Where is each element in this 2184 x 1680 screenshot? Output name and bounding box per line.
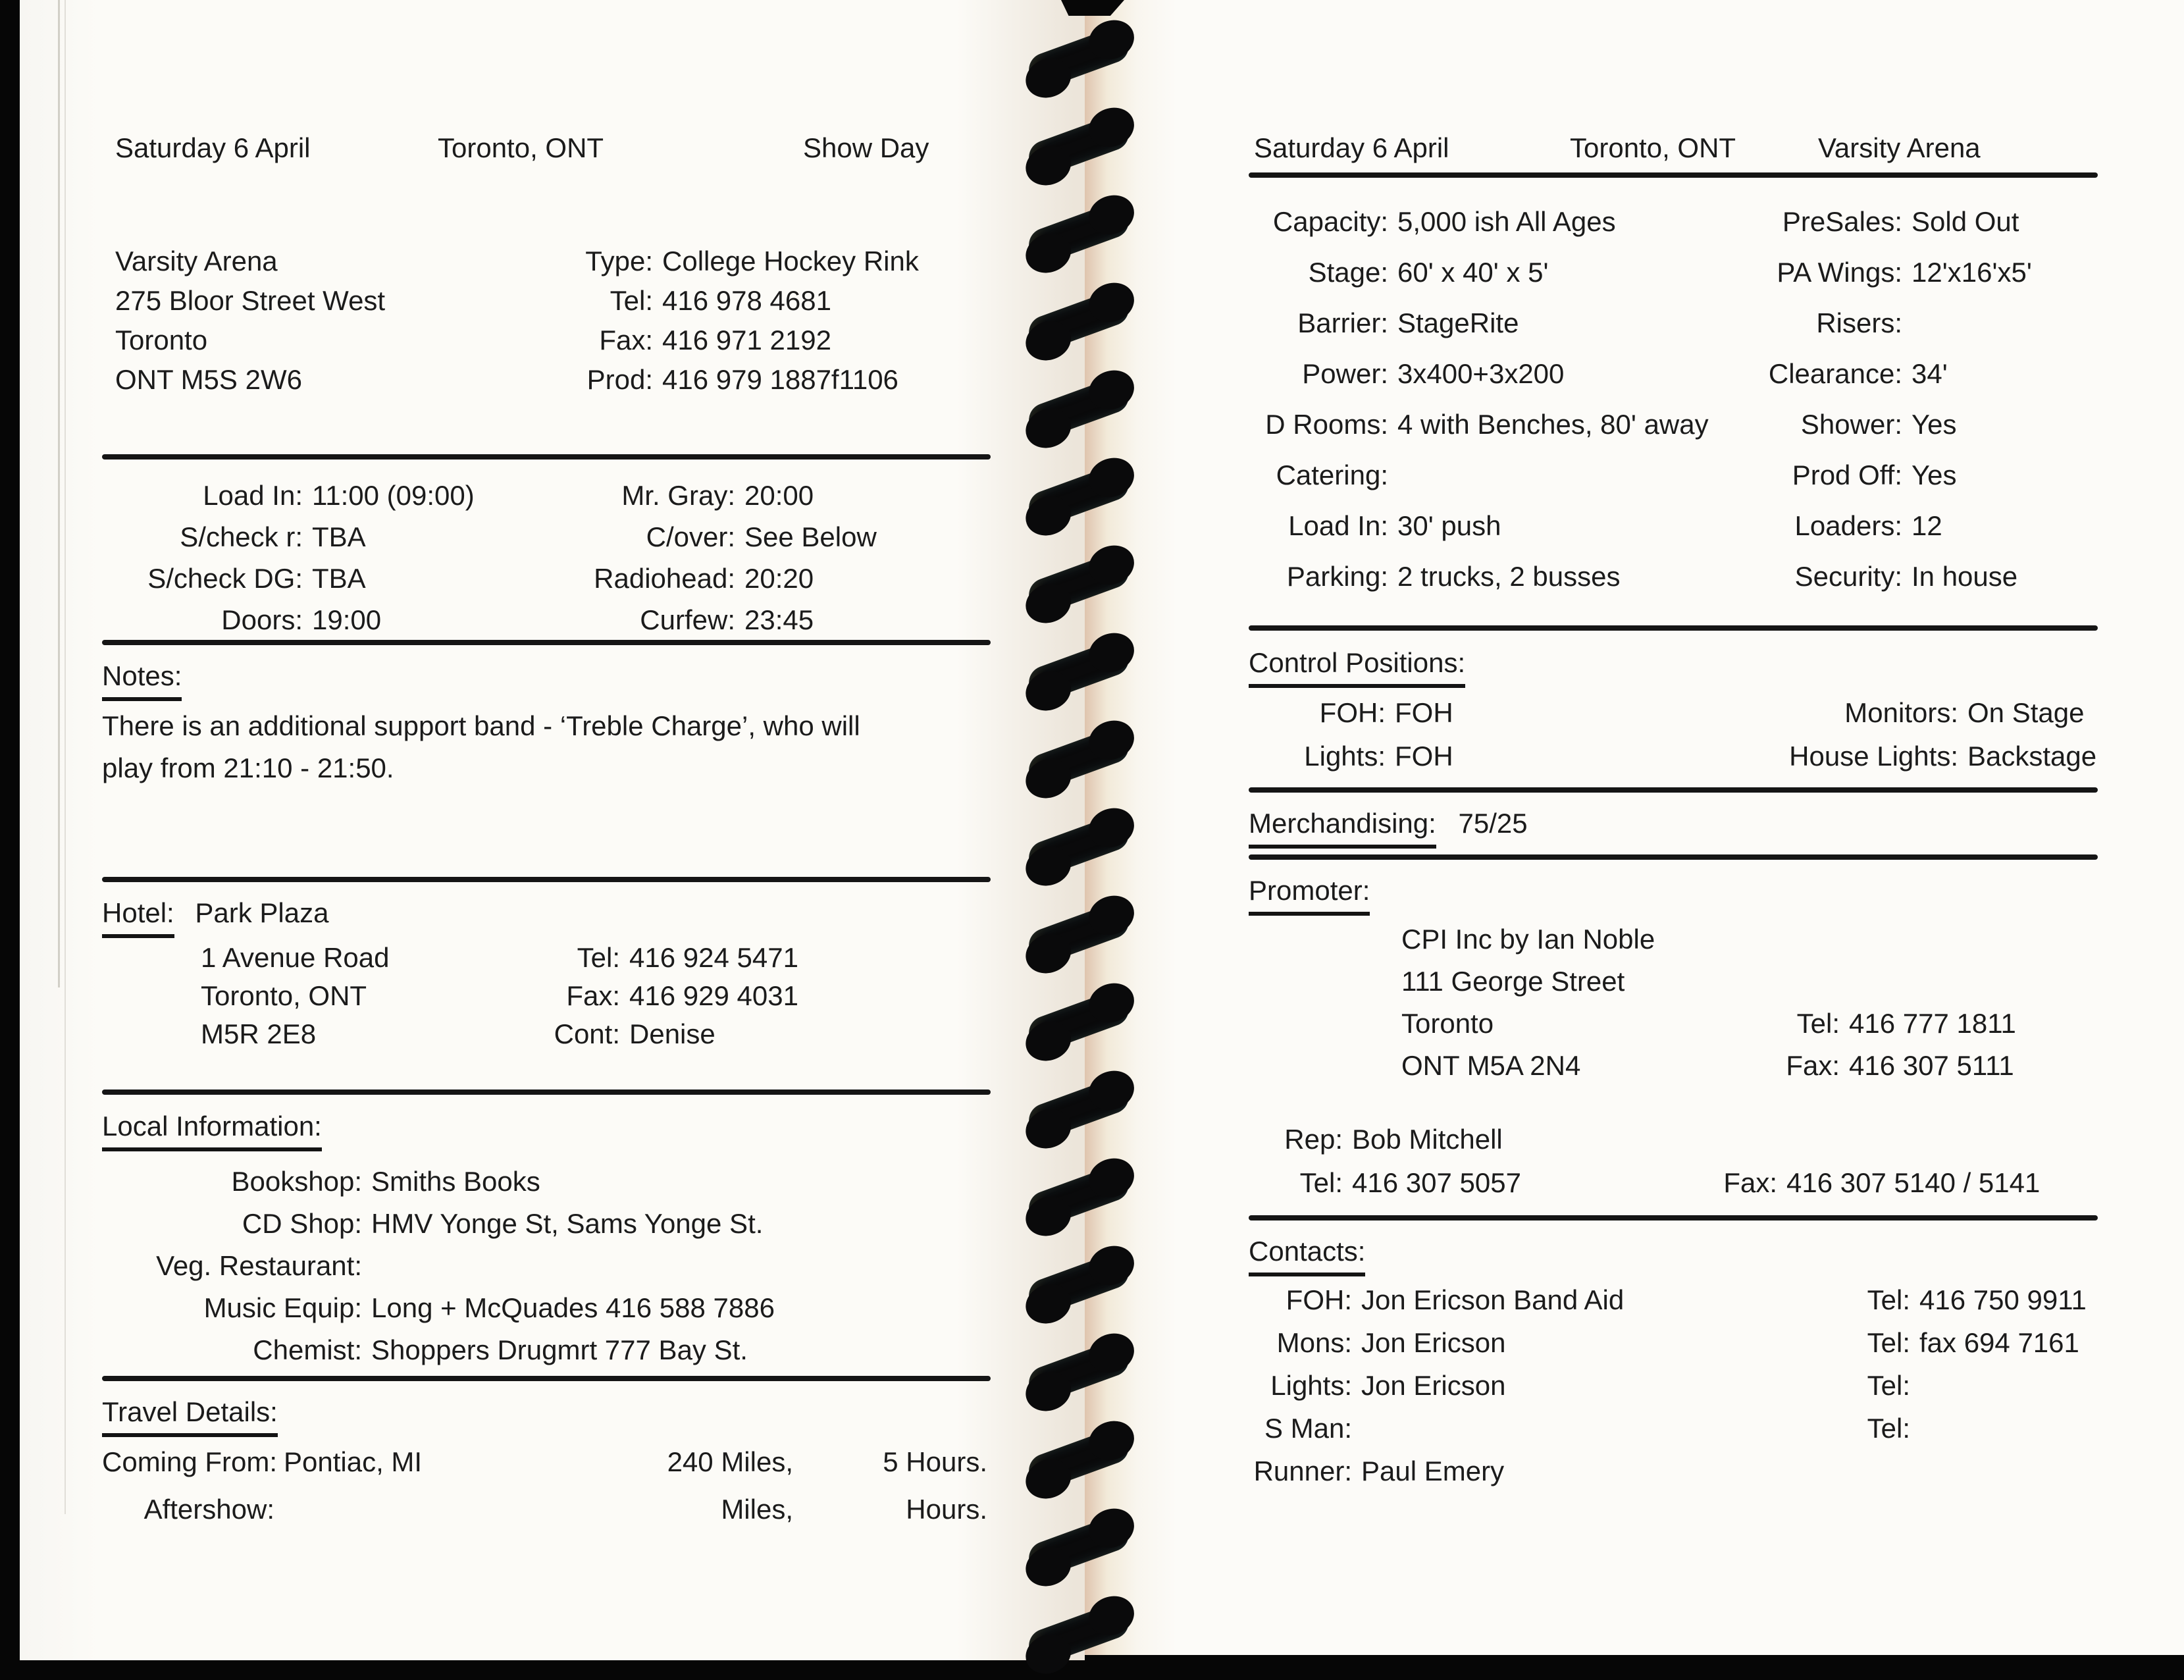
- field-value: Long + McQuades 416 588 7886: [371, 1292, 775, 1323]
- spec-left: [1249, 560, 1620, 593]
- field-value: 30' push: [1397, 510, 1501, 541]
- venue-address-line: Toronto: [115, 325, 208, 355]
- spec-row: [1249, 408, 2184, 459]
- divider: [102, 1376, 991, 1381]
- binding-coil: [1024, 462, 1133, 530]
- field-value: 416 971 2192: [662, 325, 831, 355]
- contacts-rows: [1249, 1284, 2184, 1498]
- spec-left: [1249, 256, 1549, 289]
- field-value: Jon Ericson: [1361, 1370, 1506, 1401]
- field-label: Fax:: [599, 325, 653, 355]
- field-value: 4 with Benches, 80' away: [1397, 409, 1709, 440]
- promoter-block: [1249, 923, 2184, 1091]
- local-info-row: [102, 1292, 775, 1334]
- contact-tel: [1808, 1369, 1919, 1402]
- local-info-row: [102, 1165, 775, 1207]
- field-value: 5,000 ish All Ages: [1397, 206, 1616, 237]
- spec-row: [1249, 357, 2184, 408]
- schedule-right-column: [530, 479, 877, 645]
- field-value: 34': [1911, 358, 1948, 389]
- binding-coil: [1024, 637, 1133, 705]
- control-left: [1249, 740, 1453, 773]
- field-label: Lights:: [1270, 1370, 1352, 1401]
- field-value: Smiths Books: [371, 1166, 540, 1197]
- field-label: Music Equip:: [203, 1292, 362, 1323]
- promoter-row: [1249, 1007, 2184, 1049]
- contact-row: [1249, 1326, 2184, 1369]
- spec-right: [1670, 307, 1911, 340]
- field-label: S Man:: [1264, 1413, 1352, 1444]
- local-info-row: [102, 1334, 775, 1376]
- left-header-city: Toronto, ONT: [438, 132, 604, 163]
- spec-right: [1670, 510, 1942, 542]
- divider: [1249, 625, 2098, 631]
- spec-row: [1249, 307, 2184, 357]
- spec-row: [1249, 510, 2184, 560]
- notes-text-line: play from 21:10 - 21:50.: [102, 752, 394, 783]
- field-value: 2 trucks, 2 busses: [1397, 561, 1621, 592]
- field-label: Lights:: [1304, 741, 1386, 772]
- field-label: Bookshop:: [231, 1166, 362, 1197]
- spec-left: [1249, 510, 1501, 542]
- contact-person: [1249, 1369, 1505, 1402]
- promoter-line: Toronto: [1401, 1008, 1494, 1039]
- binding-coil: [1024, 725, 1133, 793]
- hotel-heading: Hotel:: [102, 897, 174, 938]
- field-value: 20:00: [744, 480, 814, 511]
- field-value: 416 750 9911: [1919, 1284, 2087, 1315]
- merchandising-split: 75/25: [1458, 808, 1528, 839]
- contacts-section: [1249, 1235, 1365, 1276]
- right-header-city: Toronto, ONT: [1570, 132, 1736, 163]
- field-label: D Rooms:: [1265, 409, 1388, 440]
- field-label: Risers:: [1816, 307, 1902, 338]
- field-label: Security:: [1794, 561, 1902, 592]
- rep-row: [1249, 1167, 2184, 1210]
- venue-address-line: 275 Bloor Street West: [115, 285, 386, 316]
- field-label: Cont:: [554, 1018, 620, 1049]
- field-value: FOH: [1395, 697, 1453, 728]
- venue-contact-row: [481, 245, 919, 284]
- rep-name-cell: [1249, 1123, 1503, 1156]
- schedule-row: [115, 562, 475, 604]
- field-label: Runner:: [1253, 1456, 1352, 1486]
- control-row: [1249, 740, 2184, 783]
- schedule-row: [530, 521, 877, 562]
- field-label: Fax:: [1786, 1050, 1840, 1081]
- field-value: FOH: [1395, 741, 1453, 772]
- field-label: Curfew:: [640, 604, 735, 635]
- rep-tel-cell: [1249, 1167, 1521, 1199]
- spec-left: [1249, 205, 1616, 238]
- field-value: Backstage: [1967, 741, 2097, 772]
- field-value: TBA: [312, 521, 366, 552]
- field-value: Jon Ericson Band Aid: [1361, 1284, 1625, 1315]
- venue-contact-row: [481, 284, 919, 324]
- schedule-row: [115, 604, 475, 645]
- field-value: Shoppers Drugmrt 777 Bay St.: [371, 1334, 748, 1365]
- field-label: Tel:: [610, 285, 653, 316]
- contact-tel: [1808, 1412, 1919, 1445]
- promoter-line: 111 George Street: [1401, 966, 1625, 997]
- promoter-fax: [1742, 1049, 2014, 1082]
- promoter-line: CPI Inc by Ian Noble: [1401, 924, 1655, 955]
- binding-coil: [1024, 1250, 1133, 1318]
- binding-coil: [1024, 1513, 1133, 1581]
- hotel-contact-row: [481, 941, 798, 980]
- divider: [1249, 854, 2098, 860]
- field-label: Monitors:: [1844, 697, 1958, 728]
- field-label: Load In:: [203, 480, 303, 511]
- field-label: Coming From:: [102, 1446, 278, 1477]
- spec-right: [1670, 560, 2017, 593]
- travel-heading: Travel Details:: [102, 1396, 278, 1437]
- local-info-row: [102, 1207, 775, 1249]
- binding-coil: [1024, 1425, 1133, 1493]
- hotel-contact-block: [481, 941, 798, 1056]
- spec-left: [1249, 307, 1519, 340]
- field-value: StageRite: [1397, 307, 1519, 338]
- field-label: Prod:: [586, 364, 653, 395]
- binding-coil: [1024, 1338, 1133, 1405]
- local-info-heading: Local Information:: [102, 1110, 322, 1151]
- field-label: Fax:: [1723, 1167, 1777, 1198]
- field-label: Tel:: [1867, 1284, 1910, 1315]
- field-label: S/check DG:: [147, 563, 303, 594]
- venue-address-line: ONT M5S 2W6: [115, 364, 302, 395]
- field-label: Stage:: [1308, 257, 1388, 288]
- notes-heading: Notes:: [102, 660, 182, 701]
- field-label: Tel:: [1867, 1370, 1910, 1401]
- page-edge-line: [58, 0, 60, 987]
- field-label: Mons:: [1276, 1327, 1352, 1358]
- field-label: Aftershow:: [143, 1494, 274, 1525]
- field-value: On Stage: [1967, 697, 2085, 728]
- field-label: Radiohead:: [594, 563, 735, 594]
- venue-specs-grid: [1249, 205, 2184, 611]
- field-label: FOH:: [1319, 697, 1386, 728]
- field-value: Jon Ericson: [1361, 1327, 1506, 1358]
- venue-address-block: [115, 245, 385, 403]
- divider: [102, 454, 991, 459]
- binding-coil: [1024, 812, 1133, 880]
- schedule-row: [115, 479, 475, 521]
- field-value: See Below: [744, 521, 877, 552]
- hotel-address-block: [201, 941, 389, 1056]
- promoter-row: [1249, 923, 2184, 965]
- field-value: 416 978 4681: [662, 285, 831, 316]
- divider: [102, 1089, 991, 1095]
- notes-text-line: There is an additional support band - ‘Treble Charge’, who will: [102, 710, 860, 741]
- spec-row: [1249, 459, 2184, 510]
- field-label: Rep:: [1284, 1124, 1343, 1155]
- schedule-row: [530, 604, 877, 645]
- field-label: House Lights:: [1789, 741, 1958, 772]
- binding-coil: [1024, 550, 1133, 617]
- notes-section: [102, 660, 182, 701]
- field-value: 20:20: [744, 563, 814, 594]
- field-label: Capacity:: [1272, 206, 1388, 237]
- field-label: Tel:: [1299, 1167, 1343, 1198]
- field-value: fax 694 7161: [1919, 1327, 2079, 1358]
- schedule-row: [530, 479, 877, 521]
- field-label: Catering:: [1276, 459, 1388, 490]
- field-label: Load In:: [1288, 510, 1388, 541]
- field-label: Loaders:: [1794, 510, 1902, 541]
- divider: [102, 877, 991, 882]
- field-label: Doors:: [221, 604, 303, 635]
- field-label: Tel:: [577, 942, 620, 973]
- field-label: Mr. Gray:: [621, 480, 735, 511]
- field-value: 23:45: [744, 604, 814, 635]
- field-label: FOH:: [1286, 1284, 1352, 1315]
- promoter-heading: Promoter:: [1249, 874, 1370, 916]
- spec-right: [1670, 205, 2019, 238]
- field-value: 416 777 1811: [1849, 1008, 2016, 1039]
- field-label: Tel:: [1796, 1008, 1840, 1039]
- spiral-binding: [1019, 41, 1157, 1651]
- contact-person: [1249, 1412, 1361, 1445]
- binding-coil: [1024, 287, 1133, 355]
- field-value: Bob Mitchell: [1352, 1124, 1503, 1155]
- venue-contact-block: [481, 245, 919, 403]
- binding-coil: [1024, 375, 1133, 442]
- control-left: [1249, 696, 1453, 729]
- spec-right: [1670, 357, 1948, 390]
- contact-tel: [1808, 1284, 2087, 1317]
- field-value: College Hockey Rink: [662, 246, 919, 276]
- venue-name: Varsity Arena: [115, 246, 278, 276]
- field-label: Veg. Restaurant:: [156, 1250, 362, 1281]
- field-value: TBA: [312, 563, 366, 594]
- field-value: 11:00 (09:00): [312, 480, 475, 511]
- field-value: HMV Yonge St, Sams Yonge St.: [371, 1208, 764, 1239]
- field-label: PreSales:: [1782, 206, 1902, 237]
- binding-coil: [1024, 900, 1133, 968]
- field-label: Barrier:: [1297, 307, 1388, 338]
- binding-coil: [1024, 112, 1133, 180]
- travel-miles: Miles,: [721, 1494, 793, 1525]
- control-positions-heading: Control Positions:: [1249, 646, 1465, 688]
- page-edge-line: [65, 0, 66, 1514]
- field-label: Parking:: [1286, 561, 1388, 592]
- field-value: 12: [1911, 510, 1942, 541]
- binding-coil: [1024, 199, 1133, 267]
- contact-row: [1249, 1284, 2184, 1326]
- contact-tel: [1808, 1326, 2079, 1359]
- field-label: S/check r:: [180, 521, 303, 552]
- travel-miles: 240 Miles,: [667, 1446, 793, 1477]
- merchandising-heading: Merchandising:: [1249, 807, 1436, 849]
- hotel-address-line: 1 Avenue Road: [201, 942, 390, 973]
- spec-row: [1249, 560, 2184, 611]
- spec-right: [1670, 256, 2032, 289]
- rep-fax-cell: [1680, 1167, 2040, 1199]
- field-label: C/over:: [646, 521, 735, 552]
- travel-hours: Hours.: [906, 1494, 987, 1525]
- control-rows: [1249, 696, 2184, 783]
- field-label: Tel:: [1867, 1413, 1910, 1444]
- right-page: [1085, 0, 2184, 1655]
- field-value: 416 979 1887f1106: [662, 364, 898, 395]
- field-value: Pontiac, MI: [284, 1446, 423, 1477]
- venue-contact-row: [481, 363, 919, 403]
- right-header-date: Saturday 6 April: [1254, 132, 1449, 163]
- binding-coil: [1024, 1163, 1133, 1230]
- binding-coil: [1024, 987, 1133, 1055]
- contact-person: [1249, 1326, 1505, 1359]
- field-label: Chemist:: [253, 1334, 362, 1365]
- contact-row: [1249, 1455, 2184, 1498]
- schedule-row: [115, 521, 475, 562]
- hotel-address-line: Toronto, ONT: [201, 980, 367, 1011]
- travel-row: [102, 1446, 997, 1479]
- field-value: 416 929 4031: [629, 980, 798, 1011]
- field-value: Yes: [1911, 459, 1957, 490]
- contact-person: [1249, 1284, 1624, 1317]
- contacts-heading: Contacts:: [1249, 1235, 1365, 1276]
- contact-person: [1249, 1455, 1504, 1488]
- field-value: 12'x16'x5': [1911, 257, 2032, 288]
- local-info-section: [102, 1110, 322, 1151]
- spec-row: [1249, 205, 2184, 256]
- field-value: Denise: [629, 1018, 715, 1049]
- control-right: [1670, 740, 2096, 773]
- hotel-section-heading-row: [102, 897, 328, 938]
- field-value: Sold Out: [1911, 206, 2019, 237]
- promoter-row: [1249, 1049, 2184, 1091]
- field-label: Clearance:: [1768, 358, 1902, 389]
- schedule-left-column: [115, 479, 475, 645]
- local-info-row: [102, 1249, 775, 1292]
- venue-contact-row: [481, 324, 919, 363]
- promoter-section: [1249, 874, 1370, 916]
- left-header-date: Saturday 6 April: [115, 132, 311, 163]
- field-label: Power:: [1302, 358, 1388, 389]
- merchandising-row: [1249, 807, 1528, 849]
- divider: [1249, 1215, 2098, 1221]
- divider: [1249, 787, 2098, 793]
- binding-coil: [1024, 1075, 1133, 1143]
- field-label: Type:: [585, 246, 653, 276]
- field-label: Tel:: [1867, 1327, 1910, 1358]
- local-info-rows: [102, 1165, 775, 1376]
- schedule-row: [530, 562, 877, 604]
- hotel-contact-row: [481, 980, 798, 1018]
- field-value: Paul Emery: [1361, 1456, 1505, 1486]
- field-value: 416 307 5057: [1352, 1167, 1521, 1198]
- hotel-address-line: M5R 2E8: [201, 1018, 317, 1049]
- hotel-contact-row: [481, 1018, 798, 1056]
- travel-hours: 5 Hours.: [883, 1446, 987, 1477]
- spec-left: [1249, 408, 1709, 441]
- travel-section: [102, 1396, 278, 1437]
- contact-row: [1249, 1369, 2184, 1412]
- divider: [1249, 172, 2098, 178]
- field-label: CD Shop:: [242, 1208, 362, 1239]
- promoter-rep-block: [1249, 1123, 2184, 1210]
- field-label: Shower:: [1800, 409, 1902, 440]
- control-right: [1670, 696, 2084, 729]
- control-positions-section: [1249, 646, 1465, 688]
- promoter-line: ONT M5A 2N4: [1401, 1050, 1581, 1081]
- hotel-name: Park Plaza: [195, 897, 329, 928]
- right-header-venue: Varsity Arena: [1818, 132, 1981, 163]
- spec-left: [1249, 459, 1397, 492]
- spec-row: [1249, 256, 2184, 307]
- spec-right: [1670, 459, 1957, 492]
- divider: [102, 640, 991, 645]
- rep-row: [1249, 1123, 2184, 1167]
- field-value: 19:00: [312, 604, 382, 635]
- promoter-tel: [1742, 1007, 2016, 1040]
- field-value: Yes: [1911, 409, 1957, 440]
- left-header-showday: Show Day: [803, 132, 929, 163]
- travel-row: [102, 1493, 997, 1526]
- left-page: [20, 0, 1085, 1660]
- contact-row: [1249, 1412, 2184, 1455]
- promoter-row: [1249, 965, 2184, 1007]
- control-row: [1249, 696, 2184, 740]
- field-label: Fax:: [566, 980, 620, 1011]
- field-value: 3x400+3x200: [1397, 358, 1565, 389]
- field-value: 416 307 5140 / 5141: [1786, 1167, 2041, 1198]
- spec-right: [1670, 408, 1957, 441]
- field-value: 416 924 5471: [629, 942, 798, 973]
- field-label: PA Wings:: [1777, 257, 1902, 288]
- field-value: In house: [1911, 561, 2018, 592]
- field-value: 416 307 5111: [1849, 1050, 2014, 1081]
- field-label: Prod Off:: [1792, 459, 1902, 490]
- field-value: 60' x 40' x 5': [1397, 257, 1549, 288]
- spec-left: [1249, 357, 1564, 390]
